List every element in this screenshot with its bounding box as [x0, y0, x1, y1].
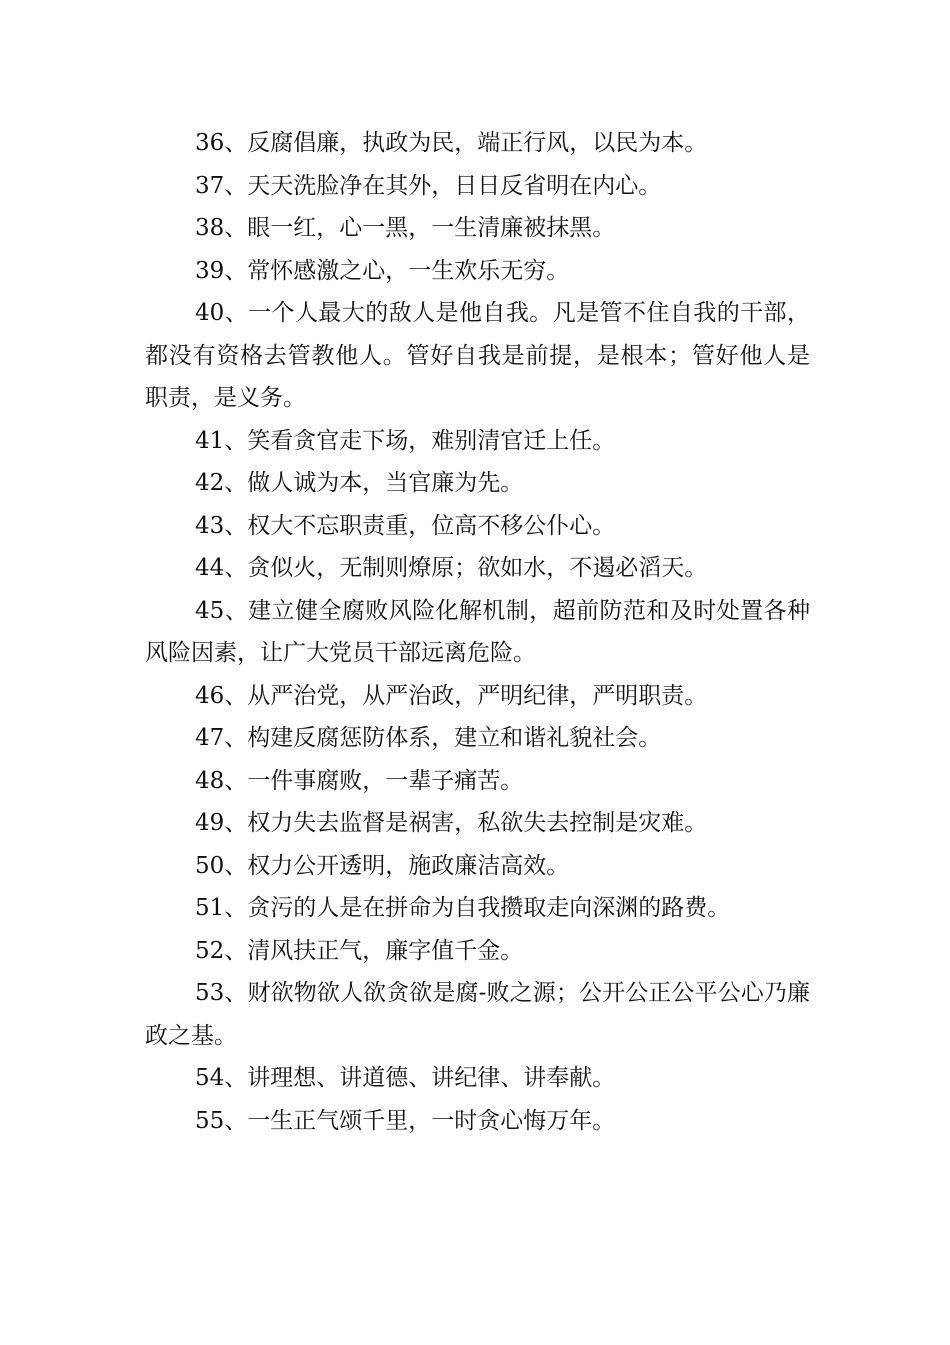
paragraph-51: 51、贪污的人是在拼命为自我攒取走向深渊的路费。: [195, 895, 731, 921]
paragraph-54: 54、讲理想、讲道德、讲纪律、讲奉献。: [195, 1065, 616, 1091]
paragraph-47: 47、构建反腐惩防体系，建立和谐礼貌社会。: [195, 725, 662, 751]
paragraph-43: 43、权大不忘职责重，位高不移公仆心。: [195, 512, 616, 539]
paragraph-41: 41、笑看贪官走下场，难别清官迁上任。: [195, 427, 616, 454]
paragraph-44: 44、贪似火，无制则燎原；欲如水，不遏必滔天。: [195, 555, 708, 581]
paragraph-55: 55、一生正气颂千里，一时贪心悔万年。: [195, 1107, 616, 1134]
paragraph-46: 46、从严治党，从严治政，严明纪律，严明职责。: [195, 682, 708, 709]
paragraph-37: 37、天天洗脸净在其外，日日反省明在内心。: [195, 172, 662, 199]
paragraph-45: 45、建立健全腐败风险化解机制，超前防范和及时处置各种风险因素，让广大党员干部远离危险。: [145, 597, 810, 666]
paragraph-50: 50、权力公开透明，施政廉洁高效。: [195, 852, 570, 879]
paragraph-40: 40、一个人最大的敌人是他自我。凡是管不住自我的干部，都没有资格去管教他人。管好自我是前提，是根本；管好他人是职责，是义务。: [145, 300, 810, 411]
paragraph-52: 52、清风扶正气，廉字值千金。: [195, 937, 524, 964]
paragraph-48: 48、一件事腐败，一辈子痛苦。: [195, 767, 524, 794]
paragraph-38: 38、眼一红，心一黑，一生清廉被抹黑。: [195, 215, 616, 241]
paragraph-39: 39、常怀感激之心，一生欢乐无穷。: [195, 257, 570, 284]
paragraph-36: 36、反腐倡廉，执政为民，端正行风，以民为本。: [195, 130, 708, 156]
paragraph-49: 49、权力失去监督是祸害，私欲失去控制是灾难。: [195, 810, 708, 836]
document-body: [145, 122, 810, 1142]
paragraph-42: 42、做人诚为本，当官廉为先。: [195, 470, 524, 496]
paragraph-53: 53、财欲物欲人欲贪欲是腐-败之源；公开公正公平公心乃廉政之基。: [145, 980, 810, 1049]
